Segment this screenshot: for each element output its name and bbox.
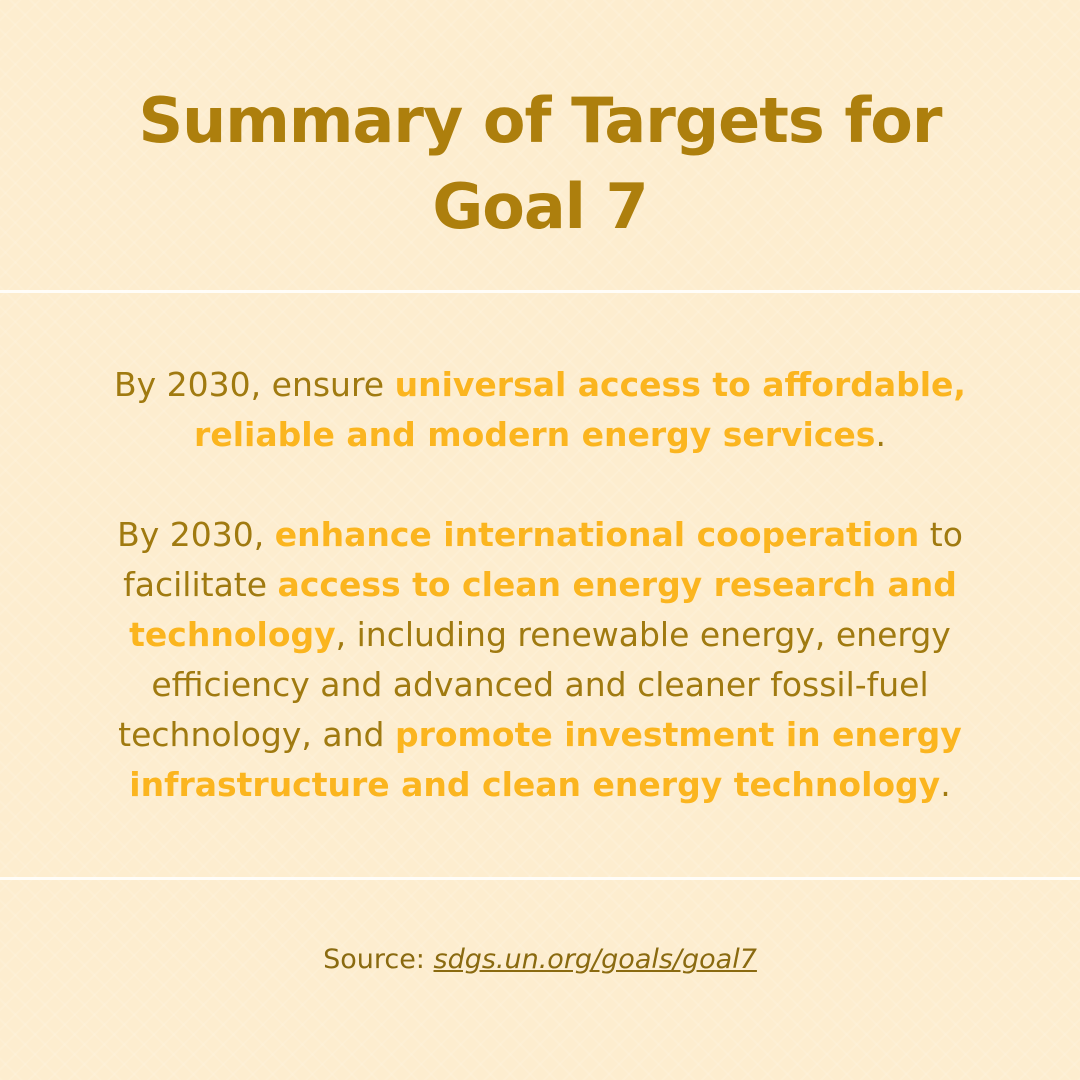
target-1-highlight: universal access to affordable, reliable and modern energy services [194,365,966,454]
target-2-highlight-a: enhance international cooperation [274,515,920,554]
target-1-text: By 2030, ensure [114,365,395,404]
target-2-highlight-b: access to clean energy research and technology [129,565,957,654]
target-1-text-end: . [875,415,886,454]
target-2-text-a: By 2030, [117,515,275,554]
target-2-highlight-c: promote investment in energy infrastructure and clean energy technology [129,715,962,804]
source-label: Source: [323,944,434,975]
target-paragraph-1 [60,360,1020,460]
bottom-divider [0,877,1080,880]
page-title [0,78,1080,250]
top-divider [0,290,1080,293]
target-paragraph-2 [60,510,1020,810]
target-2-text-b: to facilitate [123,515,963,604]
source-line [0,940,1080,980]
title-line-1: Summary of Targets for [138,84,942,157]
target-2-text-end: . [940,765,951,804]
title-line-2: Goal 7 [432,170,648,243]
source-link[interactable]: sdgs.un.org/goals/goal7 [433,944,757,975]
target-2-text-c: , including renewable energy, energy efficiency and advanced and cleaner fossil-fuel technology, and [118,615,951,754]
